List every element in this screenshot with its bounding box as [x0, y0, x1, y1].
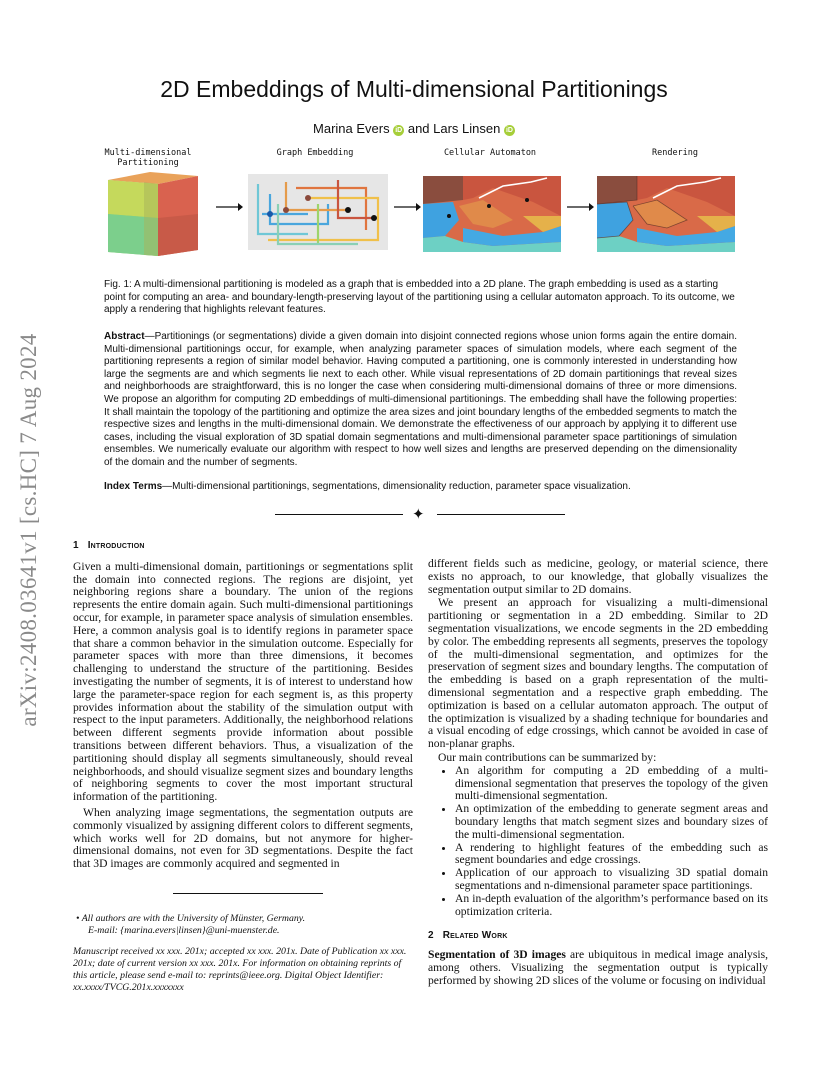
right-column	[428, 558, 768, 988]
section-heading-intro: 1 Introduction	[73, 540, 145, 551]
footnote-rule	[173, 893, 323, 894]
intro-paragraph-4: We present an approach for visualizing a multi-dimensional partitioning or segmentation in a 2D embedding. Similar to 2D segmentation visualizations, we encode segments in the 2D embedding by color. The embedding represents all segments, preserves the topology of the multi-dimensional segmentation, and optimizes for the preservation of segment sizes and boundary lengths. The computation of the embedding is based on a graph representation of the multi-dimensional segmentation and a respective graph embedding. The optimization is based on a cellular automaton approach. The output of the optimization is visualized by a shading technique for boundaries and a visual encoding of edge crossings, which cannot be avoided in case of non-planar graphs.	[428, 596, 768, 751]
left-column	[73, 540, 413, 871]
fig-label-partitioning: Multi-dimensional Partitioning	[104, 148, 192, 168]
abstract	[104, 331, 737, 470]
fig-label-automaton: Cellular Automaton	[443, 148, 537, 158]
footnote-affiliation: • All authors are with the University of Münster, Germany. E-mail: {marina.evers|linsen}@uni-muenster.de.	[76, 913, 306, 936]
related-paragraph: Segmentation of 3D images are ubiquitous in medical image analysis, among others. Visualizing the segmentation output is typically performed by showing 2D slices of the volume or focusing on individual	[428, 948, 768, 987]
abstract-label: Abstract	[104, 331, 145, 342]
arxiv-stamp	[6, 260, 52, 800]
contributions-intro: Our main contributions can be summarized by:	[438, 750, 657, 764]
section-heading-related: 2 Related Work	[428, 930, 508, 942]
author-2: and Lars Linsen	[407, 121, 501, 136]
list-item: • An algorithm for computing a 2D embedding of a multi-dimensional segmentation that preserves the topology of the given multi-dimensional segmentation.	[455, 765, 768, 803]
contributions-list	[428, 765, 768, 919]
intro-paragraph-3: different fields such as medicine, geology, or material science, there exists no approach, to our knowledge, that globally visualizes the segmentation output similar to 2D domains.	[428, 557, 768, 596]
list-item: • A rendering to highlight features of the embedding such as segment boundaries and edge crossings.	[455, 842, 768, 868]
arrow-icon	[214, 200, 244, 214]
section-divider	[275, 507, 565, 523]
abstract-text: —Partitionings (or segmentations) divide a given domain into disjoint connected regions whose union forms again the entire domain. Multi-dimensional partitionings occur, for example, when analyzing parameter spaces of simulation models, where each segment of the partitioning represents a region of similar model behavior. Having computed a partitioning, one is commonly interested in understanding how large the segments are and which segments lie next to each other. While visual representations of 2D domain partitionings that reveal sizes and neighborhoods are straightforward, this is no longer the case when considering multi-dimensional domains of three or more dimensions. We propose an algorithm for computing 2D embeddings of multi-dimensional partitionings. The embedding shall have the following properties: It shall maintain the topology of the partitioning and optimize the area sizes and joint boundary lengths of the embedded segments to match the respective sizes and lengths in the multi-dimensional domain. We demonstrate the effectiveness of our approach by applying it to different use cases, including the visual exploration of 3D spatial domain segmentations and multi-dimensional parameter space partitionings of simulation ensembles. We numerically evaluate our algorithm with respect to how well sizes and lengths are preserved depending on the dimensionality of the domain and the number of segments.	[104, 331, 737, 468]
divider-line-right	[437, 514, 565, 515]
orcid-icon[interactable]: iD	[505, 127, 513, 134]
rendering-illustration	[597, 176, 735, 252]
figure-caption: Fig. 1: A multi-dimensional partitioning is modeled as a graph that is embedded into a 2D plane. The graph embedding is used as a starting point for computing an area- and boundary-length-preserving layout of the partitioning using a cellular automaton approach. To its outcome, we apply a rendering that highlights relevant features.	[104, 279, 735, 315]
index-terms	[104, 481, 737, 492]
arrow-icon	[565, 200, 595, 214]
list-item: • An optimization of the embedding to generate segment areas and boundary lengths that match segment sizes and boundary sizes of the multi-dimensional segmentation.	[455, 803, 768, 841]
list-item: • Application of our approach to visualizing 3D spatial domain segmentations and n-dimensional parameter space partitionings.	[455, 867, 768, 893]
footnote-manuscript: Manuscript received xx xxx. 201x; accepted xx xxx. 201x. Date of Publication xx xxx. 201x; date of current version xx xxx. 201x. For information on obtaining reprints of this article, please send e-mail to: reprints@ieee.org. Digital Object Identifier: xx.xxxx/TVCG.201x.xxxxxxx	[73, 946, 407, 993]
intro-paragraph-2: When analyzing image segmentations, the segmentation outputs are commonly visualized by assigning different colors to different segments, which works well for 2D domains, but not anymore for higher-dimensional domains, not even for 3D segmentations. Despite the fact that 3D images are commonly acquired and segmented in	[73, 805, 413, 871]
fig-label-rendering: Rendering	[651, 148, 699, 158]
author-1: Marina Evers	[313, 121, 390, 136]
arxiv-id: arXiv:2408.03641v1 [cs.HC] 7 Aug 2024	[16, 333, 41, 727]
author-line	[0, 121, 828, 136]
divider-line-left	[275, 514, 403, 515]
arrow-icon	[392, 200, 422, 214]
divider-ornament-icon: ✦	[412, 507, 425, 523]
intro-paragraph-1: Given a multi-dimensional domain, partitionings or segmentations split the domain into connected regions. The regions are disjoint, yet neighboring regions share a boundary. The union of the regions represents the entire domain again. Such multi-dimensional partitionings occur, for example, in parameter space analysis of simulation ensembles. Here, a common analysis goal is to identify regions in parameter space that share a common behavior in the simulation outcome. Especially for parameter spaces with more than three dimensions, it becomes challenging to understand the structure of the partitioning. Besides investigating the number of segments, it is of interest to understand how large the parameter-space region for each segment is, as this property provides information about the stability of the simulation output with respect to the input parameters. Additionally, the neighborhood relations between different segments provide information about possible transitions between different behaviors. Thus, a visualization of the partitioning should display all segments simultaneously, should reveal neighborhoods, and should visualize segment sizes and boundary lengths of neighboring segments to cover the most important structural information of the partitioning.	[73, 559, 413, 804]
index-terms-label: Index Terms	[104, 481, 163, 492]
orcid-icon[interactable]: iD	[395, 127, 403, 134]
paper-title: 2D Embeddings of Multi-dimensional Partitionings	[160, 76, 668, 102]
index-terms-text: —Multi-dimensional partitionings, segmentations, dimensionality reduction, parameter space visualization.	[162, 481, 631, 492]
cube-illustration	[104, 166, 200, 258]
fig-label-graph: Graph Embedding	[276, 148, 354, 158]
list-item: • An in-depth evaluation of the algorithm’s performance based on its optimization criteria.	[455, 893, 768, 919]
cellular-automaton-illustration	[423, 176, 561, 252]
graph-embedding-illustration	[248, 174, 388, 250]
